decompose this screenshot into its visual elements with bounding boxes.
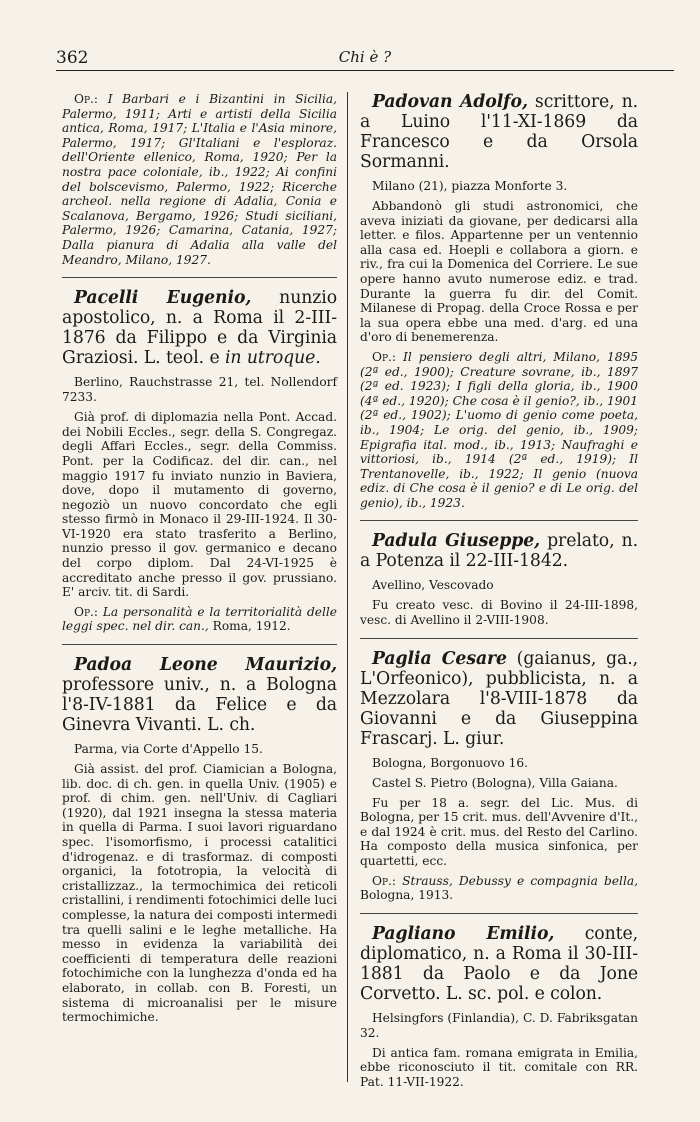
entry-address: Parma, via Corte d'Appello 15. — [74, 742, 263, 757]
entry-separator — [360, 520, 638, 521]
entry-description: nunzio apostolico, n. a Roma il 2-III-1876 da Filippo e da Virginia Graziosi. L. teol. e — [62, 288, 337, 369]
entry-description: professore univ., n. a Bologna l'8-IV-1881 da Felice e da Ginevra Vivanti. L. ch. — [62, 675, 337, 736]
entry-heading — [360, 92, 638, 172]
ops-tail: Bologna, 1913. — [360, 888, 454, 903]
entry-description-italic: in utroque. — [224, 348, 321, 369]
entry-address: Berlino, Rauchstrasse 21, tel. Nollendorf 7233. — [62, 375, 337, 405]
ops-label: Op.: — [74, 604, 99, 619]
ops-text: La personalità e la territorialità delle leggi spec. nel dir. can., — [62, 604, 337, 634]
entry-heading — [360, 531, 638, 571]
entry-heading — [62, 655, 337, 735]
header-rule — [56, 70, 674, 71]
entry-heading — [360, 924, 638, 1004]
ops-text: I Barbari e i Bizantini in Sicilia, Palermo, 1911; Arti e artisti della Sicilia antica, Roma, 1917; L'Italia e l'Asia minore, Palermo, 1917; Gl'Italiani e l'esploraz. dell'Oriente ellenico, Roma, 1920; Per la nostra pace coloniale, ib., 1922; Ai confini del bolscevismo, Palermo, 1922; Ricerche archeol. nella regione di Adalia, Conia e Scalanova, Bergamo, 1926; Studi siciliani, Palermo, 1926; Camarina, Catania, 1927; Dalla pianura di Adalia alla valle del Meandro, Milano, 1927. — [62, 92, 337, 267]
entry-ops-continuation — [62, 92, 337, 267]
entry-name: Padovan Adolfo, — [372, 92, 528, 112]
entry-separator — [62, 644, 337, 645]
entry-separator — [360, 913, 638, 914]
entry-address: Bologna, Borgonuovo 16. — [372, 755, 528, 770]
entry-pacelli — [62, 288, 337, 634]
entry-paglia — [360, 649, 638, 903]
ops-tail: Roma, 1912. — [212, 619, 291, 634]
entry-name: Padoa Leone Maurizio, — [74, 655, 337, 676]
ops-text: Strauss, Debussy e compagnia bella, — [402, 873, 638, 888]
ops-paragraph — [62, 605, 337, 634]
entry-padovan — [360, 92, 638, 510]
column-divider — [347, 92, 348, 1082]
entry-body: Fu per 18 a. segr. del Lic. Mus. di Bologna, per 15 crit. mus. dell'Avvenire d'It., e dal 1924 è crit. mus. del Resto del Carlino. Ha composto della musica sinfonica, per quartetti, ecc. — [360, 795, 638, 869]
entry-description: scrittore, n. a Luino l'11-XI-1869 da Francesco e da Orsola Sormanni. — [360, 92, 638, 172]
entry-body: Già prof. di diplomazia nella Pont. Accad. dei Nobili Eccles., segr. della S. Congregaz. degli Affari Eccles., segr. della Commiss. Pont. per la Codificaz. del dir. can., nel maggio 1917 fu inviato nunzio in Baviera, dove, dopo il mutamento di governo, negoziò un nuovo concordato che egli stesso firmò in Monaco il 29-III-1924. Il 30-VI-1920 era stato trasferito a Berlino, nunzio presso il gov. germanico e decano del corpo diplom. Dal 24-VI-1925 è accreditato anche presso il gov. prussiano. E' arciv. tit. di Sardi. — [62, 410, 337, 600]
entry-address: Avellino, Vescovado — [372, 578, 494, 593]
ops-text: Il pensiero degli altri, Milano, 1895 (2ª ed., 1900); Creature sovrane, ib., 1897 (2ª ed. 1923); I figli della gloria, ib., 1900 (4ª ed., 1920); Che cosa è il genio?, ib., 1901 (2ª ed., 1902); L'uomo di genio come poeta, ib., 1904; Le orig. del genio, ib., 1909; Epigrafia ital. mod., ib., 1913; Naufraghi e vittoriosi, ib., 1914 (2ª ed., 1919); Il Trentanovelle, ib., 1922; Il genio (nuova ediz. di Che cosa è il genio? e di Le orig. del genio), ib., 1923. — [360, 349, 638, 510]
page-header — [56, 46, 674, 72]
ops-paragraph — [360, 350, 638, 511]
entry-pagliano — [360, 924, 638, 1090]
entry-heading — [62, 288, 337, 368]
entry-address-secondary: Castel S. Pietro (Bologna), Villa Gaiana. — [372, 775, 618, 790]
entry-body: Di antica fam. romana emigrata in Emilia, ebbe riconosciuto il tit. comitale con RR. Pat. 11-VII-1922. — [360, 1045, 638, 1089]
ops-label: Op.: — [372, 349, 397, 364]
entry-name: Pacelli Eugenio, — [74, 288, 252, 309]
entry-name: Paglia Cesare — [372, 648, 507, 669]
entry-heading — [360, 649, 638, 749]
entry-separator — [360, 638, 638, 639]
entry-body: Già assist. del prof. Ciamician a Bologna, lib. doc. di ch. gen. in quella Univ. (1905) e prof. di chim. gen. nell'Univ. di Cagliari (1920), dal 1921 insegna la stessa materia in quella di Parma. I suoi lavori riguardano spec. l'isomorfismo, i processi catalitici d'idrogenaz. e di trasformaz. di composti organici, la fototropia, la velocità di cristallizzaz., la termochimica dei reticoli cristallini, i rendimenti fotochimici delle luci complesse, la natura dei composti intermedi tra quelli salini e le leghe metalliche. Ha messo in evidenza la variabilità dei coefficienti di temperatura delle reazioni fotochimiche con la lunghezza d'onda ed ha elaborato, in collab. con B. Foresti, un sistema di microanalisi per le misure termochimiche. — [62, 762, 337, 1025]
entry-description: conte, diplomatico, n. a Roma il 30-III-1881 da Paolo e da Jone Corvetto. L. sc. pol. e colon. — [360, 923, 638, 1004]
entry-description: (gaianus, ga., L'Orfeonico), pubblicista, n. a Mezzolara l'8-VIII-1878 da Giovanni e da Giuseppina Frascarj. L. giur. — [360, 648, 638, 749]
left-column — [62, 92, 337, 1078]
entry-description: prelato, n. a Potenza il 22-III-1842. — [360, 531, 638, 572]
ops-paragraph — [62, 92, 337, 267]
right-column — [360, 92, 638, 1089]
entry-name: Pagliano Emilio, — [372, 923, 555, 944]
entry-separator — [62, 277, 337, 278]
entry-name: Padula Giuseppe, — [372, 531, 541, 552]
ops-paragraph — [360, 874, 638, 903]
ops-label: Op.: — [372, 873, 397, 888]
entry-padoa — [62, 655, 337, 1025]
running-head: Chi è ? — [338, 48, 392, 66]
entry-body: Abbandonò gli studi astronomici, che aveva iniziati da giovane, per dedicarsi alla letter. e filos. Appartenne per un ventennio alla casa ed. Hoepli e collabora a giorn. e riv., fra cui la Domenica del Corriere. Le sue opere hanno avuto numerose ediz. e trad. Durante la guerra fu dir. del Comit. Milanese di Propag. della Croce Rossa e per la sua opera ebbe una med. d'arg. ed una d'oro di benemerenza. — [360, 199, 638, 345]
entry-address: Milano (21), piazza Monforte 3. — [372, 179, 568, 193]
entry-padula — [360, 531, 638, 627]
ops-label: Op.: — [74, 92, 99, 106]
page-number: 362 — [56, 48, 89, 68]
entry-address: Helsingfors (Finlandia), C. D. Fabriksgatan 32. — [360, 1010, 638, 1040]
entry-body: Fu creato vesc. di Bovino il 24-III-1898, vesc. di Avellino il 2-VIII-1908. — [360, 598, 638, 628]
